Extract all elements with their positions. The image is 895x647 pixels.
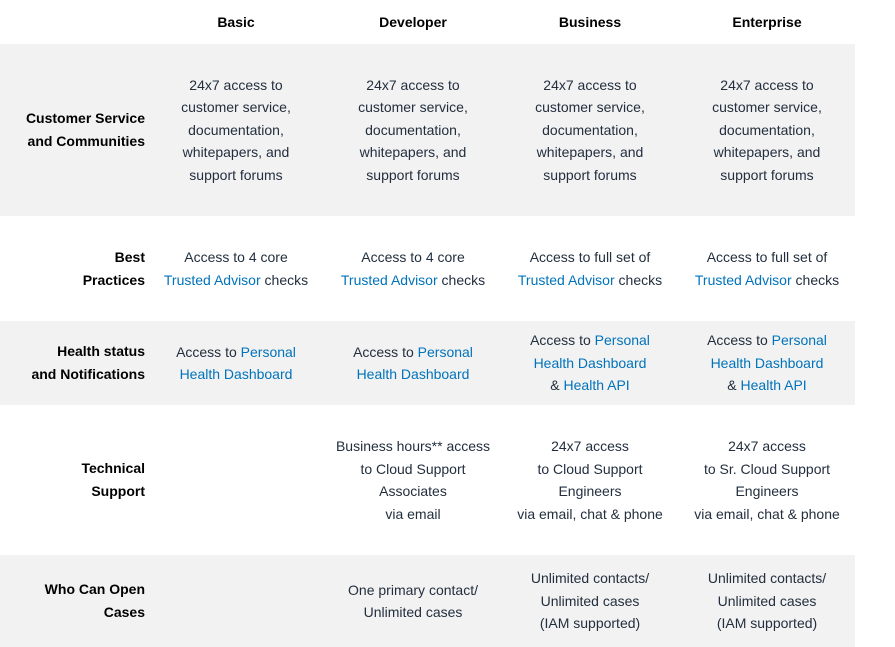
- personal-health-dashboard-link[interactable]: Health Dashboard: [356, 366, 470, 382]
- cell-line: [530, 329, 650, 352]
- cell-customer-service-enterprise: [686, 44, 848, 216]
- cell-line: Access to 4 core: [361, 249, 465, 265]
- cell-line: [341, 269, 485, 292]
- trusted-advisor-link[interactable]: Trusted Advisor: [517, 271, 615, 288]
- cell-best-practices-business: [509, 216, 671, 321]
- cell-line: One primary contact/: [348, 581, 478, 598]
- cell-line: to Sr. Cloud Support: [703, 460, 831, 477]
- cell-line: whitepapers, and: [536, 144, 644, 161]
- column-header-basic: Basic: [217, 13, 255, 30]
- cell-line: [707, 329, 827, 352]
- cell-health-status-developer: [332, 321, 494, 405]
- cell-who-can-open-enterprise: [686, 555, 848, 647]
- row-label-who-can-open-cases: [0, 555, 145, 647]
- cell-line: [707, 352, 827, 375]
- cell-line: via email, chat & phone: [517, 505, 663, 522]
- cell-line: [518, 269, 662, 292]
- row-who-can-open-cases: [0, 555, 855, 647]
- cell-technical-support-enterprise: [686, 405, 848, 555]
- cell-line: [695, 269, 839, 292]
- cell-line: customer service,: [712, 99, 822, 116]
- cell-line: whitepapers, and: [359, 144, 467, 161]
- personal-health-dashboard-link[interactable]: Health Dashboard: [179, 366, 293, 382]
- cell-line: [353, 341, 473, 364]
- cell-line: support forums: [720, 166, 814, 183]
- trusted-advisor-link[interactable]: Trusted Advisor: [694, 271, 792, 288]
- cell-line: Unlimited cases: [717, 592, 817, 609]
- cell-line: [530, 374, 650, 397]
- cell-customer-service-basic: [155, 44, 317, 216]
- header-row: [0, 0, 855, 44]
- cell-customer-service-developer: [332, 44, 494, 216]
- cell-line: Access to full set of: [529, 249, 651, 265]
- row-label-health-status: [0, 321, 145, 405]
- cell-best-practices-developer: [332, 216, 494, 321]
- cell-who-can-open-developer: [332, 555, 494, 647]
- cell-line: Business hours** access: [335, 438, 491, 454]
- cell-technical-support-basic: [155, 405, 317, 555]
- cell-line: Engineers: [558, 483, 622, 499]
- column-header-business: Business: [558, 13, 622, 30]
- cell-text: checks: [614, 271, 663, 288]
- cell-text: Access to: [353, 343, 418, 360]
- cell-line: Unlimited cases: [540, 592, 640, 609]
- row-technical-support: [0, 405, 855, 555]
- column-header-enterprise: Enterprise: [732, 13, 802, 30]
- cell-technical-support-developer: [332, 405, 494, 555]
- personal-health-dashboard-link[interactable]: Personal: [240, 343, 296, 360]
- health-api-link[interactable]: Health API: [563, 377, 630, 394]
- row-health-status: [0, 321, 855, 405]
- cell-health-status-basic: [155, 321, 317, 405]
- cell-line: Unlimited contacts/: [707, 570, 827, 587]
- row-label-line: Practices: [82, 271, 145, 288]
- row-label-line: and Communities: [27, 133, 145, 149]
- cell-line: to Cloud Support: [537, 460, 643, 477]
- cell-line: [707, 374, 827, 397]
- row-customer-service: [0, 44, 855, 216]
- cell-text: Access to: [176, 343, 241, 360]
- cell-who-can-open-business: [509, 555, 671, 647]
- row-label-line: Technical: [81, 460, 145, 476]
- cell-health-status-enterprise: [686, 321, 848, 405]
- row-label-line: Customer Service: [25, 110, 145, 126]
- cell-line: [176, 341, 296, 364]
- cell-line: 24x7 access: [728, 438, 806, 454]
- cell-line: support forums: [543, 166, 637, 183]
- personal-health-dashboard-link[interactable]: Personal: [771, 332, 827, 349]
- cell-text: Access to: [707, 332, 772, 349]
- personal-health-dashboard-link[interactable]: Personal: [594, 332, 650, 349]
- cell-line: (IAM supported): [716, 615, 818, 632]
- cell-text: Access to: [530, 332, 595, 349]
- personal-health-dashboard-link[interactable]: Personal: [417, 343, 473, 360]
- cell-line: Access to 4 core: [184, 249, 288, 265]
- row-label-line: and Notifications: [31, 366, 145, 382]
- health-api-link[interactable]: Health API: [740, 377, 807, 394]
- cell-line: whitepapers, and: [182, 144, 290, 161]
- row-label-line: Cases: [103, 604, 145, 620]
- cell-line: via email: [385, 505, 441, 522]
- cell-line: (IAM supported): [539, 615, 641, 632]
- trusted-advisor-link[interactable]: Trusted Advisor: [340, 271, 438, 288]
- cell-line: documentation,: [719, 121, 815, 138]
- cell-best-practices-basic: [155, 216, 317, 321]
- trusted-advisor-link[interactable]: Trusted Advisor: [163, 271, 261, 288]
- row-label-technical-support: [0, 405, 145, 555]
- cell-text: checks: [260, 271, 309, 288]
- row-label-best-practices: [0, 216, 145, 321]
- cell-text: &: [550, 377, 564, 394]
- cell-text: checks: [791, 271, 840, 288]
- cell-line: documentation,: [542, 121, 638, 138]
- cell-text: &: [727, 377, 741, 394]
- cell-line: 24x7 access to: [720, 76, 814, 93]
- cell-line: documentation,: [188, 121, 284, 138]
- cell-line: customer service,: [535, 99, 645, 116]
- cell-line: Associates: [379, 483, 447, 499]
- cell-line: to Cloud Support: [360, 460, 466, 477]
- cell-line: Unlimited contacts/: [530, 570, 650, 587]
- cell-line: whitepapers, and: [713, 144, 821, 161]
- cell-line: via email, chat & phone: [694, 505, 840, 522]
- cell-health-status-business: [509, 321, 671, 405]
- cell-technical-support-business: [509, 405, 671, 555]
- cell-line: [176, 363, 296, 386]
- cell-line: support forums: [366, 166, 460, 183]
- cell-line: customer service,: [181, 99, 291, 116]
- cell-line: 24x7 access to: [189, 76, 283, 93]
- row-label-line: Support: [91, 483, 145, 499]
- cell-line: Engineers: [735, 483, 799, 499]
- cell-line: [164, 269, 308, 292]
- cell-line: Unlimited cases: [363, 604, 463, 620]
- row-label-line: Who Can Open: [44, 581, 145, 597]
- cell-text: checks: [437, 271, 486, 288]
- column-header-developer: Developer: [379, 13, 447, 30]
- cell-line: 24x7 access to: [366, 76, 460, 93]
- cell-best-practices-enterprise: [686, 216, 848, 321]
- cell-line: 24x7 access: [551, 438, 629, 454]
- row-label-customer-service: [0, 44, 145, 216]
- row-best-practices: [0, 216, 855, 321]
- cell-line: Access to full set of: [706, 249, 828, 265]
- cell-line: documentation,: [365, 121, 461, 138]
- personal-health-dashboard-link[interactable]: Health Dashboard: [710, 354, 824, 371]
- cell-line: [530, 352, 650, 375]
- cell-line: support forums: [189, 166, 283, 183]
- cell-customer-service-business: [509, 44, 671, 216]
- cell-line: customer service,: [358, 99, 468, 116]
- cell-line: 24x7 access to: [543, 76, 637, 93]
- cell-line: [353, 363, 473, 386]
- cell-who-can-open-basic: [155, 555, 317, 647]
- personal-health-dashboard-link[interactable]: Health Dashboard: [533, 354, 647, 371]
- row-label-line: Health status: [57, 343, 145, 359]
- row-label-line: Best: [114, 248, 145, 265]
